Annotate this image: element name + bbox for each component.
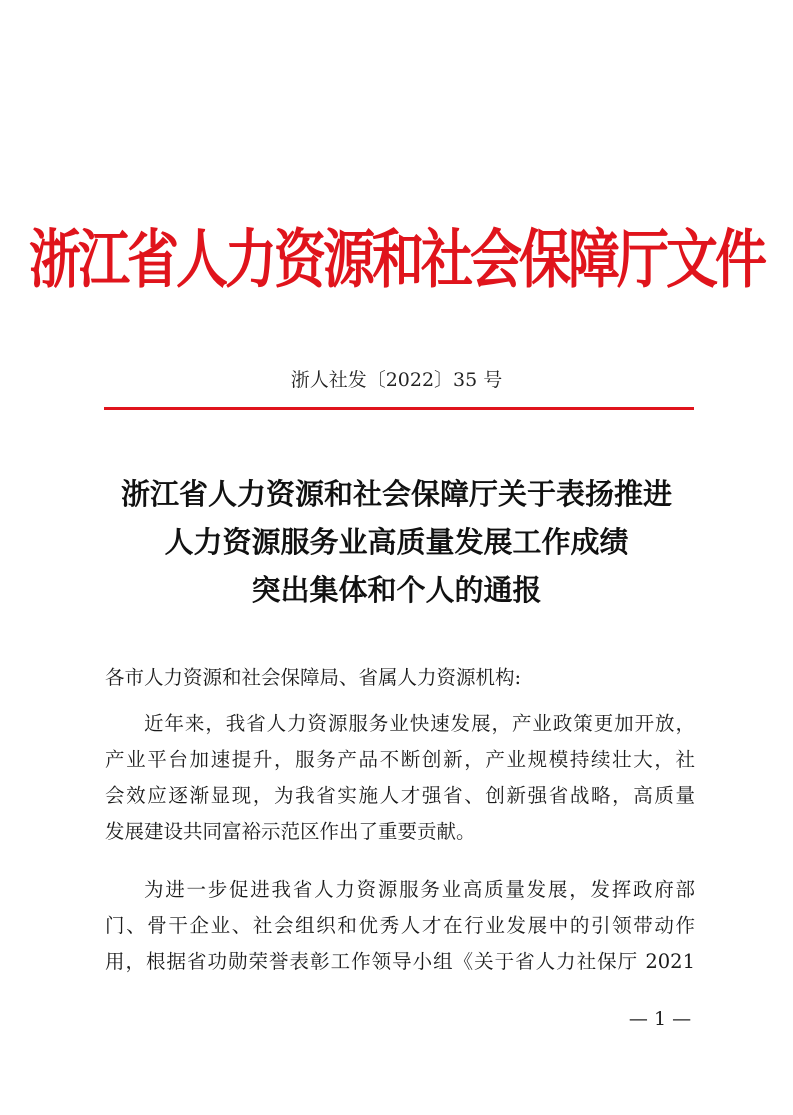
paragraph-1-line-1: 近年来，我省人力资源服务业快速发展，产业政策更加开放，: [144, 712, 695, 735]
paragraph-2-line-3: 用，根据省功勋荣誉表彰工作领导小组《关于省人力社保厅 2021: [105, 950, 695, 973]
document-number: 浙人社发〔2022〕35 号: [290, 369, 503, 391]
paragraph-1: [105, 706, 695, 850]
paragraph-2-line-1: 为进一步促进我省人力资源服务业高质量发展，发挥政府部: [144, 878, 695, 901]
paragraph-1-line-3: 会效应逐渐显现，为我省实施人才强省、创新强省战略，高质量: [105, 784, 695, 807]
paragraph-1-line-4: 发展建设共同富裕示范区作出了重要贡献。: [105, 820, 476, 843]
title-line-3: 突出集体和个人的通报: [251, 573, 542, 607]
paragraph-2-line-2: 门、骨干企业、社会组织和优秀人才在行业发展中的引领带动作: [105, 914, 695, 937]
salutation: 各市人力资源和社会保障局、省属人力资源机构:: [105, 666, 522, 689]
title-line-1: 浙江省人力资源和社会保障厅关于表扬推进: [120, 477, 672, 511]
paragraph-2: [105, 872, 695, 980]
issuer-red-header: 浙江省人力资源和社会保障厅文件: [28, 224, 764, 298]
document-title: [0, 470, 793, 614]
page-number: — 1 —: [628, 1008, 692, 1030]
title-line-2: 人力资源服务业高质量发展工作成绩: [164, 525, 629, 559]
red-separator-line: [104, 407, 694, 410]
paragraph-1-line-2: 产业平台加速提升，服务产品不断创新，产业规模持续壮大，社: [105, 748, 695, 771]
